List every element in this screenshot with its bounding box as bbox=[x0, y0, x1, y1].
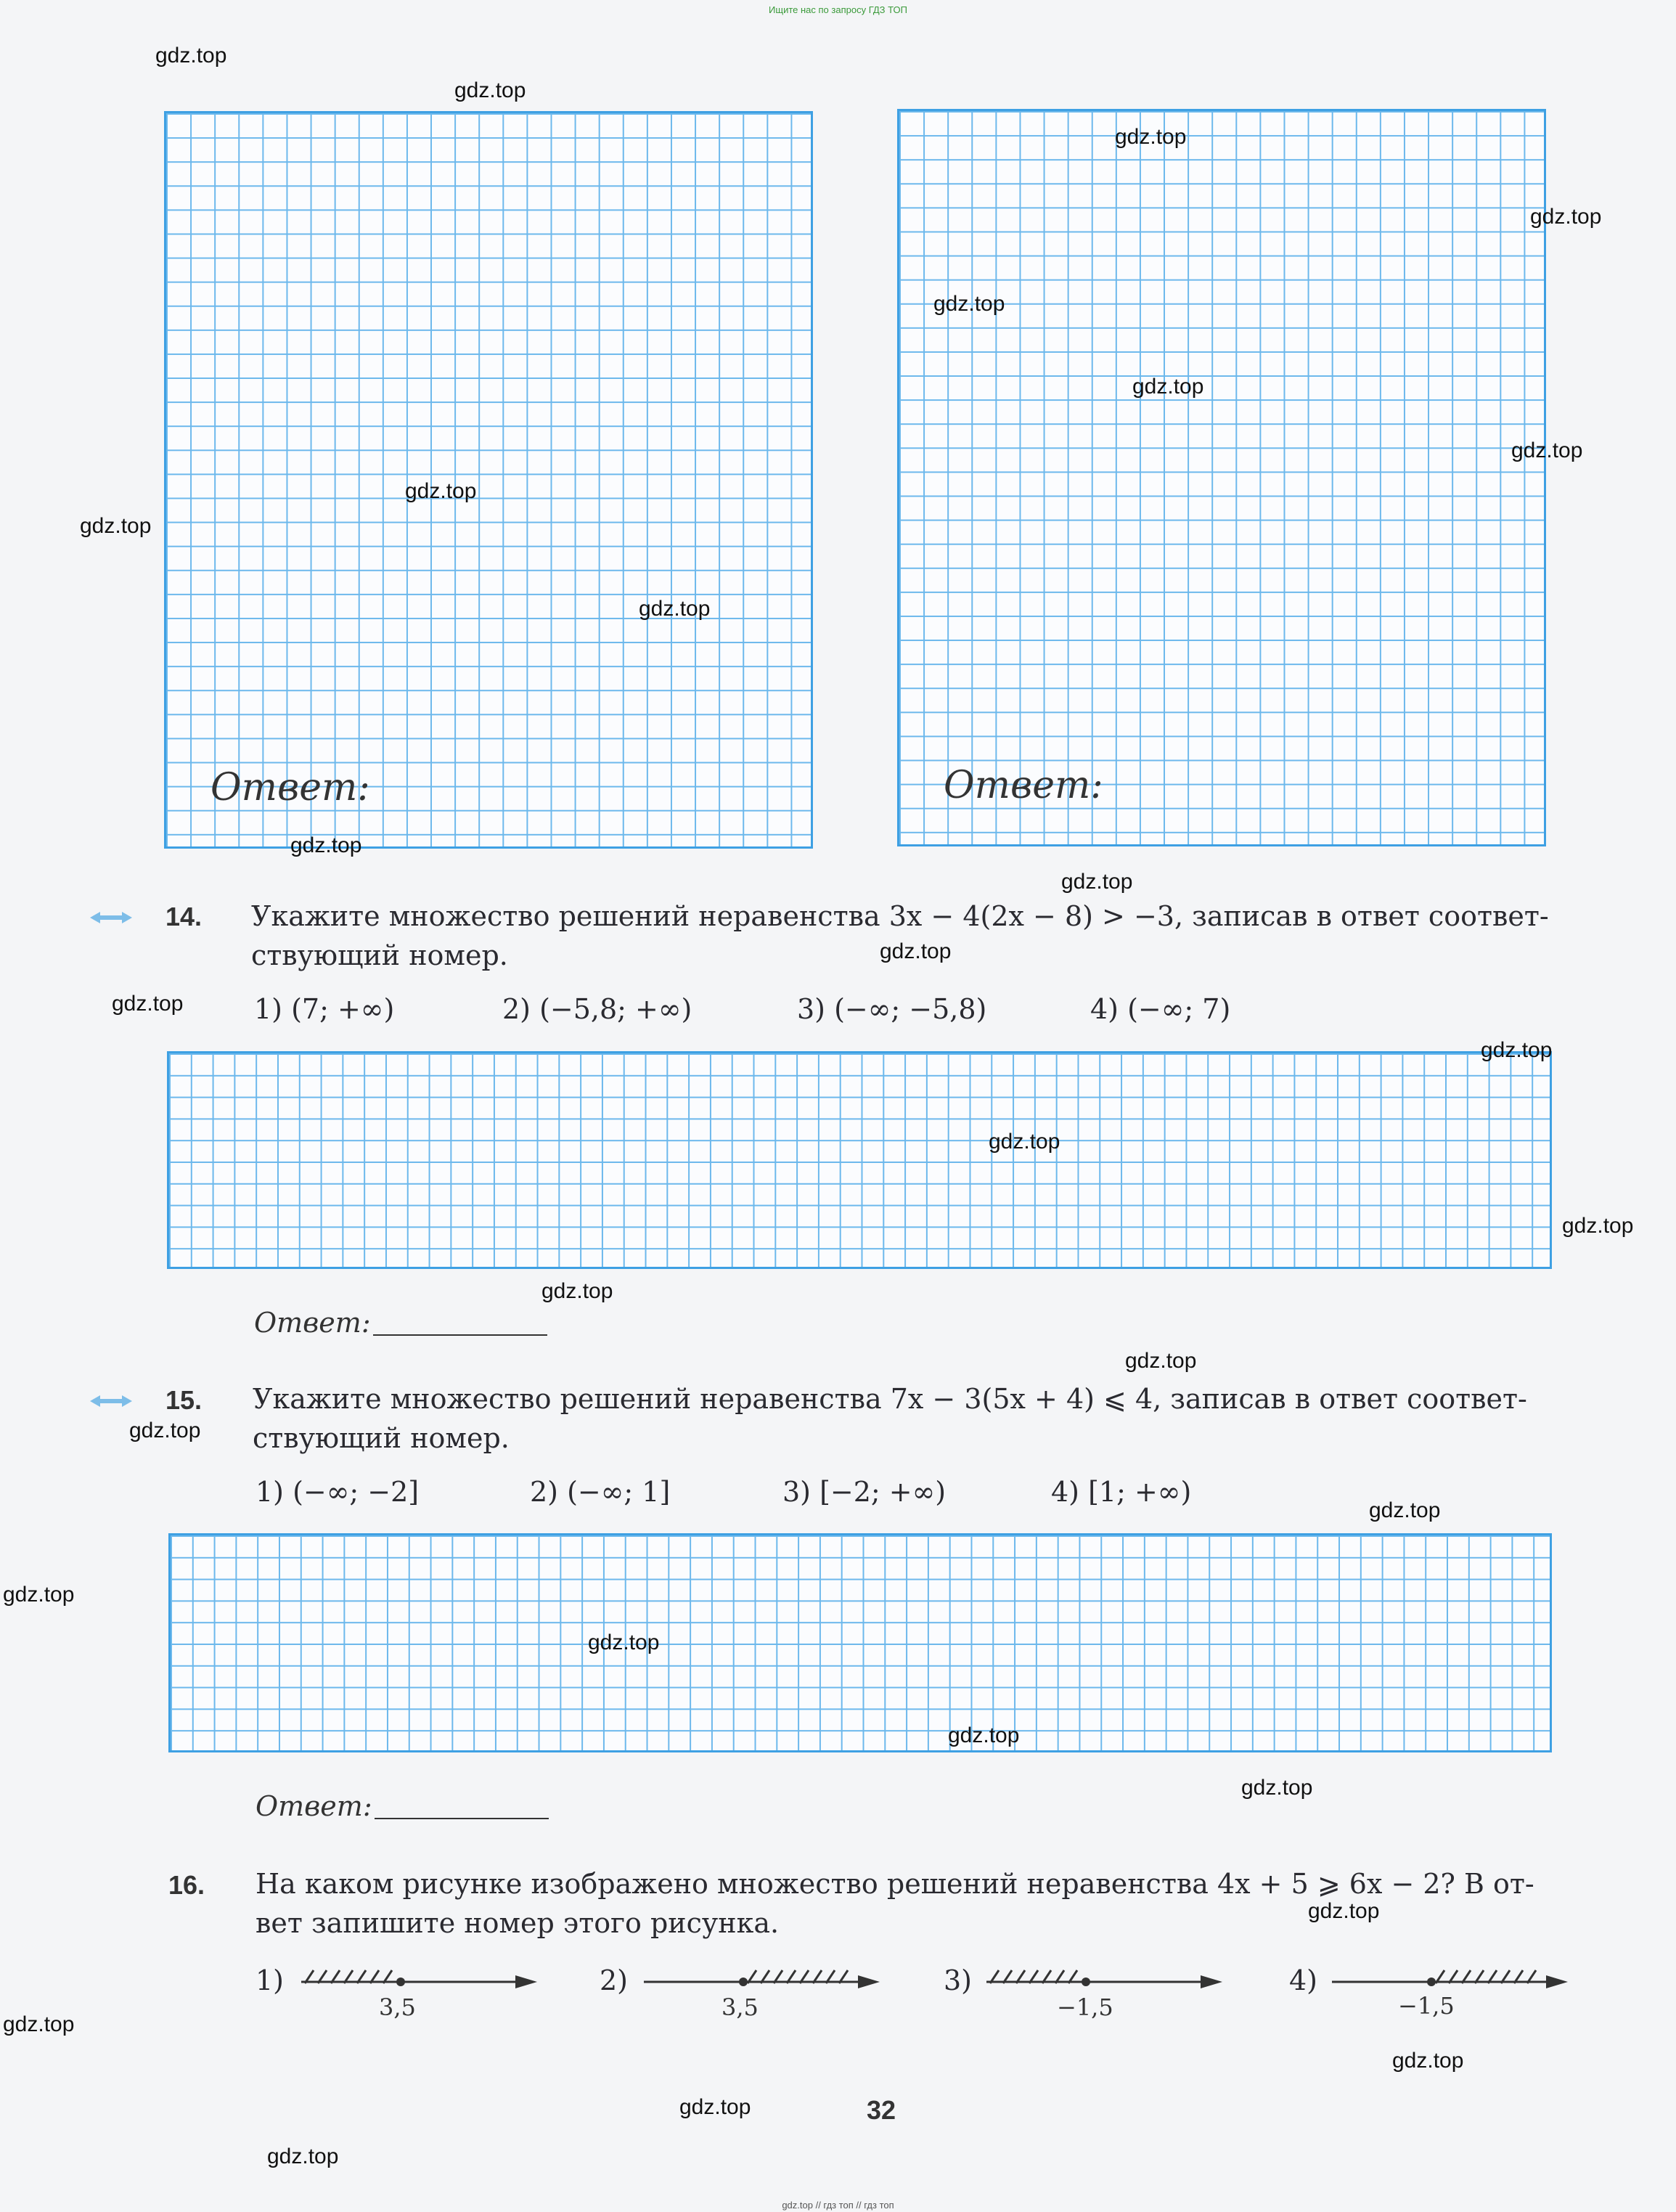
watermark-text: gdz.top bbox=[948, 1723, 1020, 1747]
task15-grid-workspace bbox=[168, 1533, 1552, 1752]
task15-text-line1: Укажите множество решений неравенства 7x − 3(5x + 4) ⩽ 4, записав в ответ соответ- bbox=[253, 1383, 1527, 1415]
watermark-text: gdz.top bbox=[541, 1279, 613, 1303]
watermark-text: gdz.top bbox=[1511, 438, 1583, 462]
watermark-text: gdz.top bbox=[933, 292, 1005, 316]
task16-text-line2: вет запишите номер этого рисунка. bbox=[256, 1907, 780, 1939]
watermark-text: gdz.top bbox=[1369, 1498, 1441, 1522]
grid-workspace-left bbox=[164, 111, 813, 849]
task16-figure4-label: 4) bbox=[1289, 1964, 1318, 1996]
top-right-answer-label: Ответ: bbox=[944, 764, 1103, 807]
grid-workspace-right bbox=[897, 109, 1546, 846]
watermark-text: gdz.top bbox=[1061, 870, 1133, 894]
task14-grid-workspace bbox=[167, 1051, 1552, 1269]
task16-figure1-label: 1) bbox=[256, 1964, 285, 1996]
task15-option-1: 1) (−∞; −2] bbox=[256, 1476, 420, 1508]
task15-answer-blank[interactable] bbox=[375, 1818, 549, 1819]
watermark-text: gdz.top bbox=[989, 1130, 1060, 1154]
task14-answer-label: Ответ: bbox=[254, 1307, 371, 1339]
task16-figure4-number-line bbox=[1328, 1967, 1590, 1996]
watermark-text: gdz.top bbox=[880, 939, 952, 963]
task14-number: 14. bbox=[165, 902, 203, 931]
watermark-text: gdz.top bbox=[1115, 125, 1187, 149]
task16-text-line1: На каком рисунке изображено множество решений неравенства 4x + 5 ⩾ 6x − 2? В от- bbox=[256, 1868, 1534, 1900]
task15-answer-label: Ответ: bbox=[256, 1790, 372, 1822]
task15-option-2: 2) (−∞; 1] bbox=[530, 1476, 671, 1508]
task14-text-line1: Укажите множество решений неравенства 3x − 4(2x − 8) > −3, записав в ответ соответ- bbox=[251, 900, 1549, 932]
task16-figure1-point-label: 3,5 bbox=[379, 1993, 416, 2021]
top-left-answer-label: Ответ: bbox=[210, 766, 370, 809]
double-arrow-marker-icon bbox=[89, 910, 134, 925]
task16-figure2-label: 2) bbox=[600, 1964, 629, 1996]
task14-text-line2: ствующий номер. bbox=[251, 939, 508, 971]
task15-option-4: 4) [1; +∞) bbox=[1051, 1476, 1192, 1508]
watermark-text: gdz.top bbox=[1481, 1038, 1553, 1062]
watermark-text: gdz.top bbox=[1562, 1214, 1634, 1238]
watermark-text: gdz.top bbox=[80, 514, 152, 538]
task14-option-4: 4) (−∞; 7) bbox=[1090, 993, 1231, 1025]
watermark-text: gdz.top bbox=[267, 2144, 339, 2168]
watermark-text: gdz.top bbox=[1132, 375, 1204, 399]
task16-number: 16. bbox=[168, 1870, 205, 1900]
watermark-text: gdz.top bbox=[290, 833, 362, 857]
task14-option-2: 2) (−5,8; +∞) bbox=[502, 993, 692, 1025]
watermark-text: gdz.top bbox=[1308, 1899, 1380, 1923]
watermark-text: gdz.top bbox=[454, 78, 526, 102]
watermark-text: gdz.top bbox=[1241, 1776, 1313, 1800]
task16-figure3-point-label: −1,5 bbox=[1057, 1993, 1113, 2021]
task16-figure2-point-label: 3,5 bbox=[722, 1993, 759, 2021]
task14-option-1: 1) (7; +∞) bbox=[254, 993, 395, 1025]
task14-answer-blank[interactable] bbox=[373, 1334, 547, 1336]
watermark-text: gdz.top bbox=[1392, 2049, 1464, 2073]
watermark-text: gdz.top bbox=[112, 992, 184, 1016]
task15-text-line2: ствующий номер. bbox=[253, 1422, 510, 1454]
watermark-text: gdz.top bbox=[588, 1631, 660, 1654]
task14-option-3: 3) (−∞; −5,8) bbox=[797, 993, 987, 1025]
task16-figure1-number-line bbox=[298, 1967, 559, 1996]
header-note: Ищите нас по запросу ГДЗ ТОП bbox=[769, 4, 907, 15]
task15-option-3: 3) [−2; +∞) bbox=[782, 1476, 947, 1508]
watermark-text: gdz.top bbox=[679, 2095, 751, 2119]
watermark-text: gdz.top bbox=[129, 1419, 201, 1442]
page-number: 32 bbox=[867, 2095, 896, 2125]
task16-figure2-number-line bbox=[640, 1967, 902, 1996]
watermark-text: gdz.top bbox=[3, 1583, 75, 1607]
double-arrow-marker-icon bbox=[89, 1394, 134, 1408]
task16-figure3-number-line bbox=[983, 1967, 1244, 1996]
task16-figure4-point-label: −1,5 bbox=[1398, 1992, 1455, 2020]
task16-figure3-label: 3) bbox=[944, 1964, 973, 1996]
watermark-text: gdz.top bbox=[405, 479, 477, 503]
watermark-text: gdz.top bbox=[3, 2012, 75, 2036]
watermark-text: gdz.top bbox=[155, 44, 227, 68]
footer-note: gdz.top // гдз топ // гдз топ bbox=[782, 2200, 894, 2211]
watermark-text: gdz.top bbox=[1530, 205, 1602, 229]
watermark-text: gdz.top bbox=[639, 597, 711, 621]
watermark-text: gdz.top bbox=[1125, 1349, 1197, 1373]
task15-number: 15. bbox=[165, 1385, 203, 1415]
